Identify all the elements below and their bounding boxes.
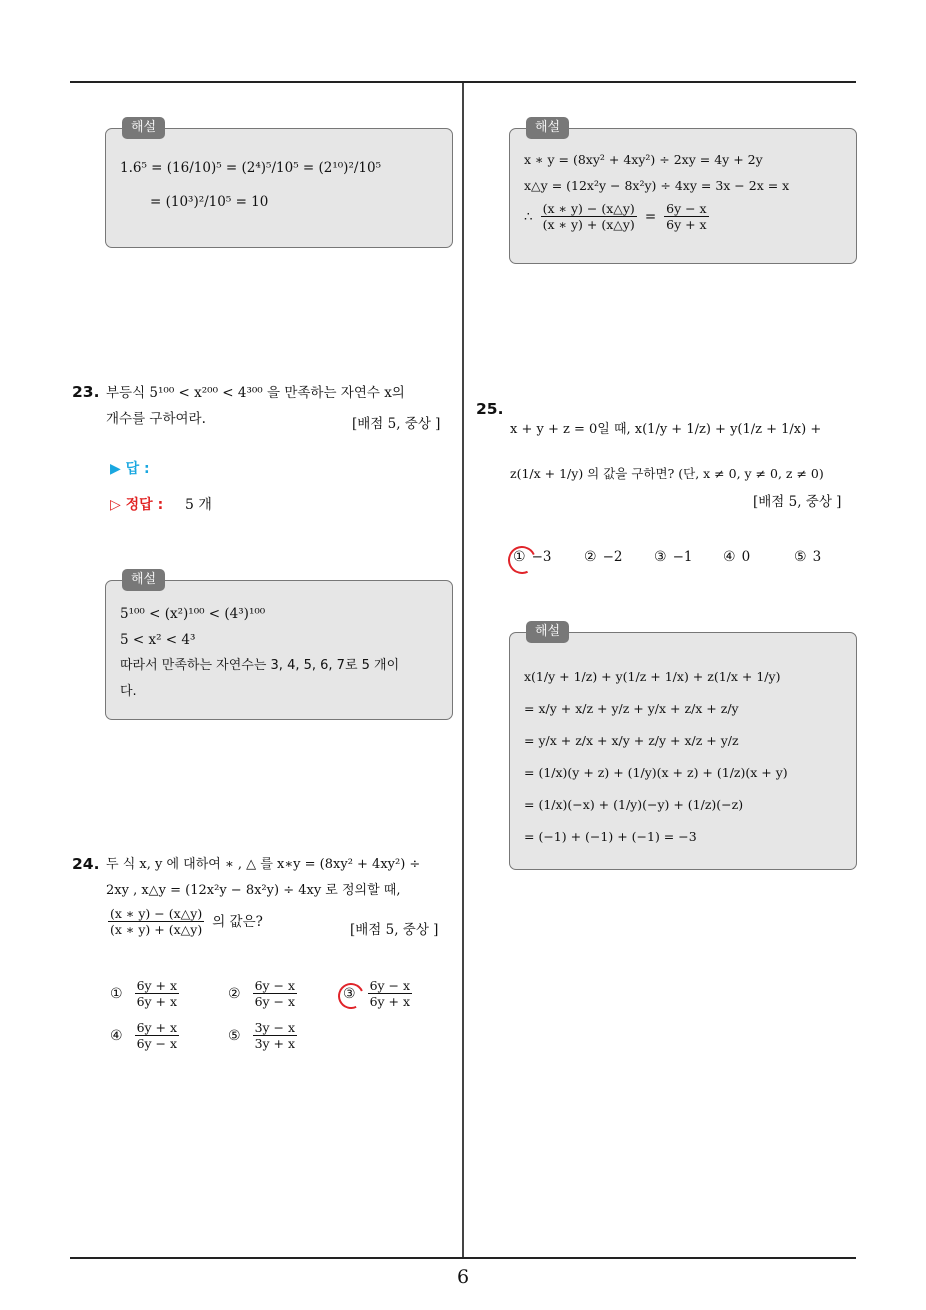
choice-5[interactable] — [794, 549, 821, 565]
correct-answer-value: 5 개 — [185, 497, 212, 513]
solution-line: = x/y + x/z + y/z + y/x + z/x + z/y — [524, 701, 739, 716]
choice-mark: ④ — [723, 549, 736, 565]
fraction-denominator: 6y + x — [369, 994, 411, 1009]
fraction-numerator: 3y − x — [254, 1020, 296, 1035]
choice-4[interactable] — [110, 1020, 181, 1051]
solution-line: = (1/x)(y + z) + (1/y)(x + z) + (1/z)(x + y) — [524, 765, 788, 780]
choice-value: −2 — [602, 549, 623, 565]
solution-line: x(1/y + 1/z) + y(1/z + 1/x) + z(1/x + 1/y) — [524, 669, 781, 684]
column-divider — [462, 83, 464, 1257]
fraction-denominator: 3y + x — [254, 1036, 296, 1051]
therefore-symbol: ∴ — [524, 208, 533, 225]
fraction-denominator: 6y − x — [136, 1036, 178, 1051]
solution-line: x△y = (12x²y − 8x²y) ÷ 4xy = 3x − 2x = x — [524, 178, 790, 193]
bottom-rule — [70, 1257, 856, 1259]
correct-answer-label: ▷ 정답 : — [110, 497, 164, 513]
solution-tag: 해설 — [122, 569, 165, 591]
fraction — [253, 978, 298, 1009]
solution-line: 1.6⁵ = (16/10)⁵ = (2⁴)⁵/10⁵ = (2¹⁰)²/10⁵ — [120, 160, 381, 176]
choice-mark: ② — [584, 549, 597, 565]
solution-line: = (1/x)(−x) + (1/y)(−y) + (1/z)(−z) — [524, 797, 744, 812]
solution-conclusion — [524, 201, 844, 232]
question-text-line: 2xy , x△y = (12x²y − 8x²y) ÷ 4xy 로 정의할 때, — [106, 883, 401, 898]
solution-tag: 해설 — [122, 117, 165, 139]
q22-solution-box — [105, 120, 453, 248]
fraction-denominator: (x ∗ y) + (x△y) — [542, 217, 635, 232]
choice-4[interactable] — [723, 549, 750, 565]
question-text-line: z(1/x + 1/y) 의 값을 구하면? (단, x ≠ 0, y ≠ 0, z ≠ 0) — [510, 466, 824, 481]
question-text-line: 두 식 x, y 에 대하여 ∗ , △ 를 x∗y = (8xy² + 4xy²) ÷ — [106, 857, 421, 872]
question-text — [510, 408, 860, 496]
solution-tag: 해설 — [526, 117, 569, 139]
question-expression — [106, 906, 263, 937]
choice-1[interactable] — [110, 978, 181, 1009]
choice-mark: ⑤ — [794, 549, 807, 565]
solution-line: = y/x + z/x + x/y + z/y + x/z + y/z — [524, 733, 739, 748]
answer-label: ▶ 답 : — [110, 461, 150, 477]
fraction — [541, 201, 637, 232]
solution-line: 따라서 만족하는 자연수는 3, 4, 5, 6, 7로 5 개이 — [120, 658, 400, 673]
q24-solution-box — [509, 120, 857, 264]
fraction-numerator: 6y − x — [254, 978, 296, 993]
q23-solution-box — [105, 572, 453, 720]
fraction-denominator: (x ∗ y) + (x△y) — [110, 922, 203, 937]
fraction-numerator: (x ∗ y) − (x△y) — [110, 906, 203, 921]
solution-tag: 해설 — [526, 621, 569, 643]
question-number: 24. — [72, 855, 100, 873]
fraction — [135, 1020, 180, 1051]
question-points: [배점 5, 중상 ] — [352, 416, 441, 432]
fraction-numerator: 6y − x — [369, 978, 411, 993]
question-text — [106, 852, 456, 904]
choice-2[interactable] — [228, 978, 299, 1009]
solution-line: 5¹⁰⁰ < (x²)¹⁰⁰ < (4³)¹⁰⁰ — [120, 606, 266, 622]
question-text-line: 개수를 구하여라. — [106, 411, 206, 427]
choice-5[interactable] — [228, 1020, 299, 1051]
choice-value: −3 — [531, 549, 552, 565]
choice-mark: ④ — [110, 1027, 123, 1044]
question-text-line: 부등식 5¹⁰⁰ < x²⁰⁰ < 4³⁰⁰ 을 만족하는 자연수 x의 — [106, 385, 405, 401]
choice-mark: ③ — [343, 985, 356, 1002]
choice-mark: ① — [513, 549, 526, 565]
fraction — [253, 1020, 298, 1051]
fraction — [664, 201, 709, 232]
choice-mark: ① — [110, 985, 123, 1002]
fraction — [135, 978, 180, 1009]
solution-line: 5 < x² < 4³ — [120, 632, 196, 648]
choice-mark: ③ — [654, 549, 667, 565]
choice-value: 3 — [812, 549, 822, 565]
choice-mark: ② — [228, 985, 241, 1002]
fraction-numerator: (x ∗ y) − (x△y) — [542, 201, 635, 216]
question-number: 23. — [72, 383, 100, 401]
q25-solution-box — [509, 624, 857, 870]
fraction-numerator: 6y + x — [136, 978, 178, 993]
equals-sign: = — [644, 208, 657, 225]
question-points: [배점 5, 중상 ] — [350, 922, 439, 938]
page-number: 6 — [456, 1266, 470, 1288]
choice-2[interactable] — [584, 549, 622, 565]
fraction-denominator: 6y − x — [254, 994, 296, 1009]
choice-value: −1 — [672, 549, 693, 565]
fraction — [108, 906, 204, 937]
question-text-line: x + y + z = 0일 때, x(1/y + 1/z) + y(1/z + 1/x) + — [510, 422, 822, 437]
solution-line: x ∗ y = (8xy² + 4xy²) ÷ 2xy = 4y + 2y — [524, 152, 763, 167]
fraction-denominator: 6y + x — [666, 217, 707, 232]
solution-line: = (10³)²/10⁵ = 10 — [150, 194, 269, 210]
choice-value: 0 — [741, 549, 751, 565]
fraction-numerator: 6y − x — [666, 201, 707, 216]
question-points: [배점 5, 중상 ] — [753, 494, 842, 510]
fraction-denominator: 6y + x — [136, 994, 178, 1009]
question-text-suffix: 의 값은? — [212, 913, 263, 930]
solution-line: 다. — [120, 684, 137, 699]
solution-line: = (−1) + (−1) + (−1) = −3 — [524, 829, 697, 844]
choice-mark: ⑤ — [228, 1027, 241, 1044]
question-number: 25. — [476, 400, 504, 418]
selected-answer-circle — [504, 542, 540, 578]
choice-3[interactable] — [654, 549, 692, 565]
fraction-numerator: 6y + x — [136, 1020, 178, 1035]
fraction — [368, 978, 413, 1009]
